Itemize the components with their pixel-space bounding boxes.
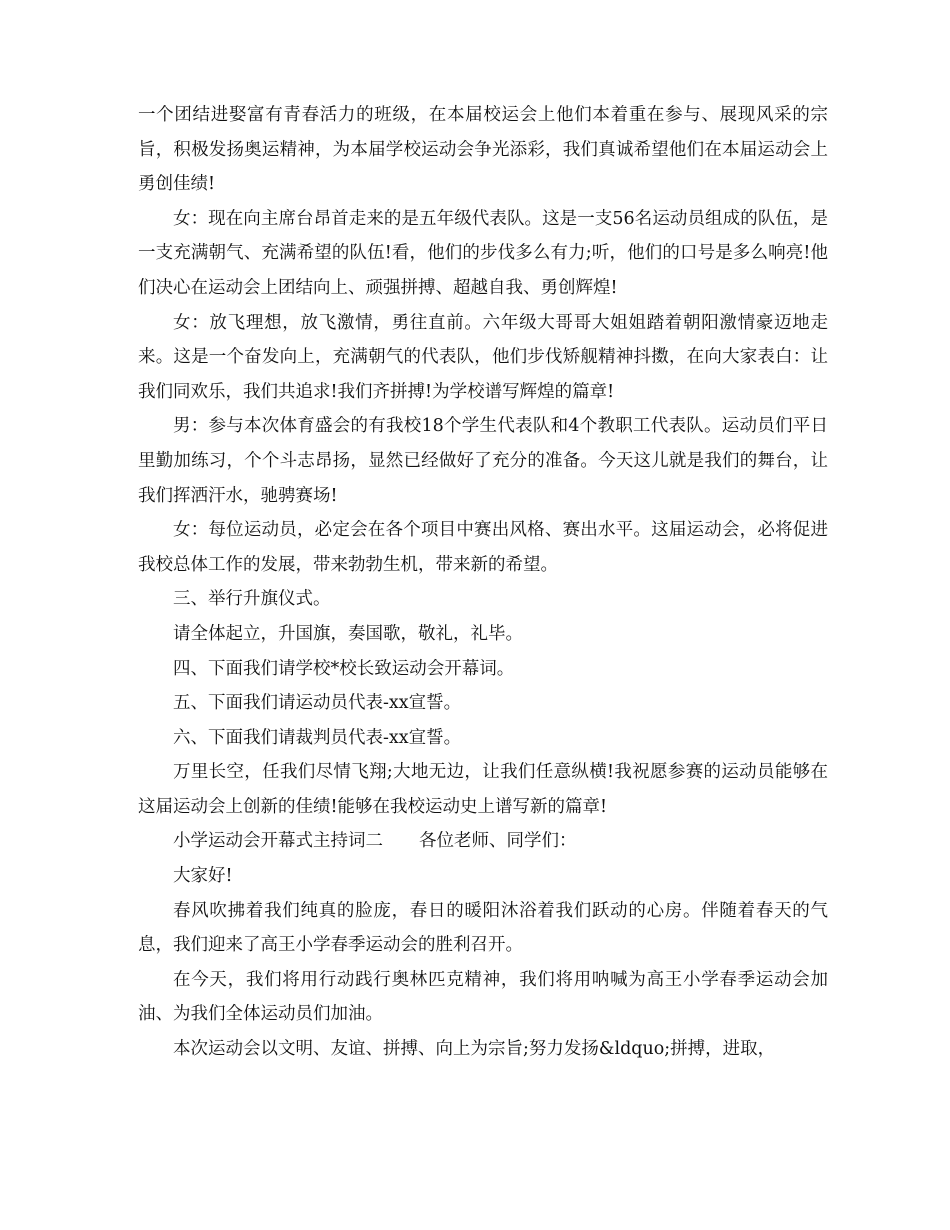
paragraph-purpose: 本次运动会以文明、友谊、拼搏、向上为宗旨;努力发扬&ldquo;拼搏，进取， [173,1039,776,1060]
paragraph-hello: 大家好! [173,866,233,887]
paragraph-flag-instructions: 请全体起立，升国旗，奏国歌，敬礼，礼毕。 [173,623,523,644]
paragraph-5: 女：每位运动员，必定会在各个项目中赛出风格、赛出水平。这届运动会，必将促进我校总体工作的发展，带来勃勃生机，带来新的希望。 [138,520,828,575]
heading-line [138,824,828,859]
section-principal-speech: 四、下面我们请学校*校长致运动会开幕词。 [173,658,515,679]
section-athlete-oath: 五、下面我们请运动员代表-xx宣誓。 [173,693,462,714]
paragraph-olympic-spirit: 在今天，我们将用行动践行奥林匹克精神，我们将用呐喊为高王小学春季运动会加油、为我们全体运动员们加油。 [138,969,828,1025]
greeting: 各位老师、同学们： [419,831,577,852]
paragraph-4: 男：参与本次体育盛会的有我校18个学生代表队和4个教职工代表队。运动员们平日里勤加练习，个个斗志昂扬，显然已经做好了充分的准备。今天这儿就是我们的舞台，让我们挥洒汗水，驰骋赛场! [138,416,828,506]
paragraph-1: 一个团结进娶富有青春活力的班级，在本届校运会上他们本着重在参与、展现风采的宗旨，积极发扬奥运精神，为本届学校运动会争光添彩，我们真诚希望他们在本届运动会上勇创佳绩! [138,105,828,195]
paragraph-spring: 春风吹拂着我们纯真的脸庞，春日的暖阳沐浴着我们跃动的心房。伴随着春天的气息，我们迎来了高王小学春季运动会的胜利召开。 [138,900,828,956]
section-title: 小学运动会开幕式主持词二 [173,831,383,852]
paragraph-2: 女：现在向主席台昂首走来的是五年级代表队。这是一支56名运动员组成的队伍，是一支充满朝气、充满希望的队伍!看，他们的步伐多么有力;听，他们的口号是多么响亮!他们决心在运动会上团结向上、顽强拼搏、超越自我、勇创辉煌! [138,208,828,298]
paragraph-closing-wish: 万里长空，任我们尽情飞翔;大地无边，让我们任意纵横!我祝愿参赛的运动员能够在这届运动会上创新的佳绩!能够在我校运动史上谱写新的篇章! [138,762,828,817]
paragraph-3: 女：放飞理想，放飞激情，勇往直前。六年级大哥哥大姐姐踏着朝阳激情豪迈地走来。这是一个奋发向上，充满朝气的代表队，他们步伐矫舰精神抖擞，在向大家表白：让我们同欢乐，我们共追求!我们齐拼搏!为学校谱写辉煌的篇章! [138,312,828,402]
section-referee-oath: 六、下面我们请裁判员代表-xx宣誓。 [173,727,462,748]
section-flag-ceremony: 三、举行升旗仪式。 [173,589,331,610]
document-body [138,98,828,1067]
